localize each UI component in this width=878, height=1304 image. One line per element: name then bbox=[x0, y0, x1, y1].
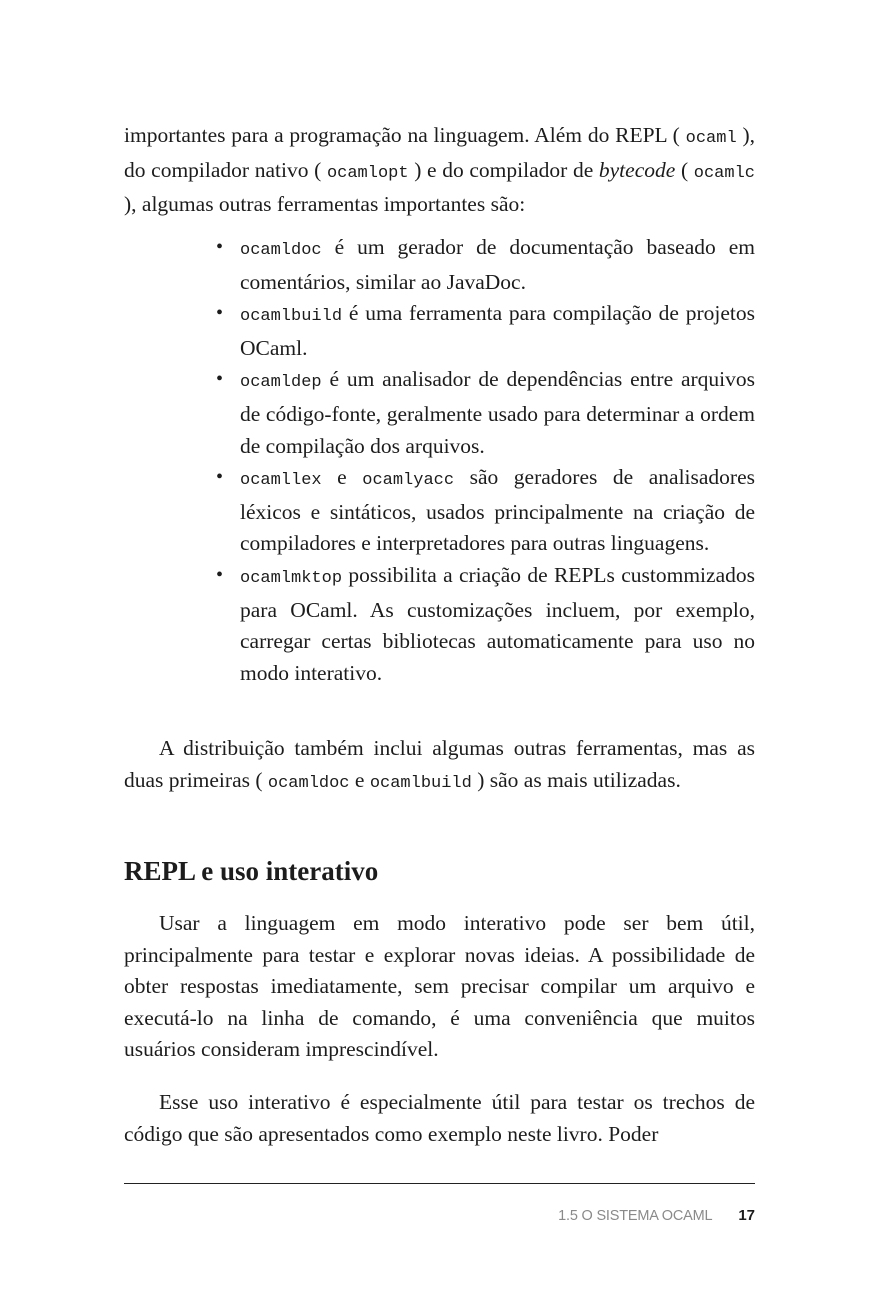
code-ocamlc: ocamlc bbox=[693, 163, 755, 183]
list-item-text: e bbox=[321, 465, 363, 490]
code-ocaml: ocaml bbox=[685, 129, 737, 148]
distribution-text: ) são as mais utilizadas. bbox=[471, 767, 681, 792]
tools-bullet-list bbox=[240, 232, 755, 689]
intro-text: ), algumas outras ferramentas importantes são: bbox=[124, 192, 526, 217]
section-heading: REPL e uso interativo bbox=[124, 856, 379, 886]
intro-text: ( bbox=[675, 157, 694, 182]
intro-text: importantes para a programação na linguagem. Além do REPL ( bbox=[124, 123, 686, 147]
distribution-paragraph bbox=[124, 733, 755, 799]
code-ocamldoc: ocamldoc bbox=[267, 773, 350, 793]
list-item-text: possibilita a criação de REPLs custommizados para OCaml. As customizações incluem, por exemplo, carregar certas bibliotecas automaticamente para uso no modo interativo. bbox=[240, 562, 755, 685]
list-item-text: é um analisador de dependências entre arquivos de código-fonte, geralmente usado para determinar a ordem de compilação dos arquivos. bbox=[240, 367, 755, 458]
list-item-text: são geradores de analisadores léxicos e sintáticos, usados principalmente na criação de compiladores e interpretadores para outras linguagens. bbox=[240, 465, 756, 556]
intro-text: ), do compilador nativo ( bbox=[124, 123, 755, 182]
list-item-text: é um gerador de documentação baseado em comentários, similar ao JavaDoc. bbox=[240, 235, 755, 294]
code-ocamlyacc: ocamlyacc bbox=[362, 471, 455, 491]
repl-paragraph-2: Esse uso interativo é especialmente útil para testar os trechos de código que são apresentados como exemplo neste livro. Poder bbox=[124, 1090, 755, 1146]
distribution-text: A distribuição também inclui algumas outras ferramentas, mas as duas primeiras ( bbox=[124, 736, 755, 792]
page-number: 17 bbox=[738, 1207, 755, 1224]
footer-divider bbox=[124, 1183, 755, 1184]
list-item bbox=[240, 298, 755, 364]
code-ocamlopt: ocamlopt bbox=[326, 163, 409, 183]
footer-section-title: 1.5 O SISTEMA OCAML bbox=[558, 1208, 713, 1224]
intro-text: ) e do compilador de bbox=[408, 157, 599, 182]
page-footer bbox=[558, 1206, 755, 1226]
list-item bbox=[240, 560, 755, 689]
bytecode-term: bytecode bbox=[598, 157, 676, 182]
list-item-text: é uma ferramenta para compilação de projetos OCaml. bbox=[240, 301, 755, 360]
code-ocamldep: ocamldep bbox=[240, 373, 322, 393]
code-ocamlbuild: ocamlbuild bbox=[369, 773, 472, 793]
list-item bbox=[240, 364, 755, 462]
intro-paragraph bbox=[124, 120, 755, 221]
code-ocamlbuild: ocamlbuild bbox=[240, 307, 343, 327]
repl-paragraph-1: Usar a linguagem em modo interativo pode ser bem útil, principalmente para testar e explorar novas ideias. A possibilidade de obter respostas imediatamente, sem precisar compilar um arquivo e executá-lo na linha de comando, é uma conveniência que muitos usuários consideram imprescindível. bbox=[124, 911, 755, 1062]
list-item bbox=[240, 462, 755, 560]
distribution-text: e bbox=[349, 767, 370, 792]
list-item bbox=[240, 232, 755, 298]
code-ocamlmktop: ocamlmktop bbox=[240, 568, 343, 588]
code-ocamldoc: ocamldoc bbox=[240, 241, 322, 260]
code-ocamllex: ocamllex bbox=[240, 471, 322, 491]
